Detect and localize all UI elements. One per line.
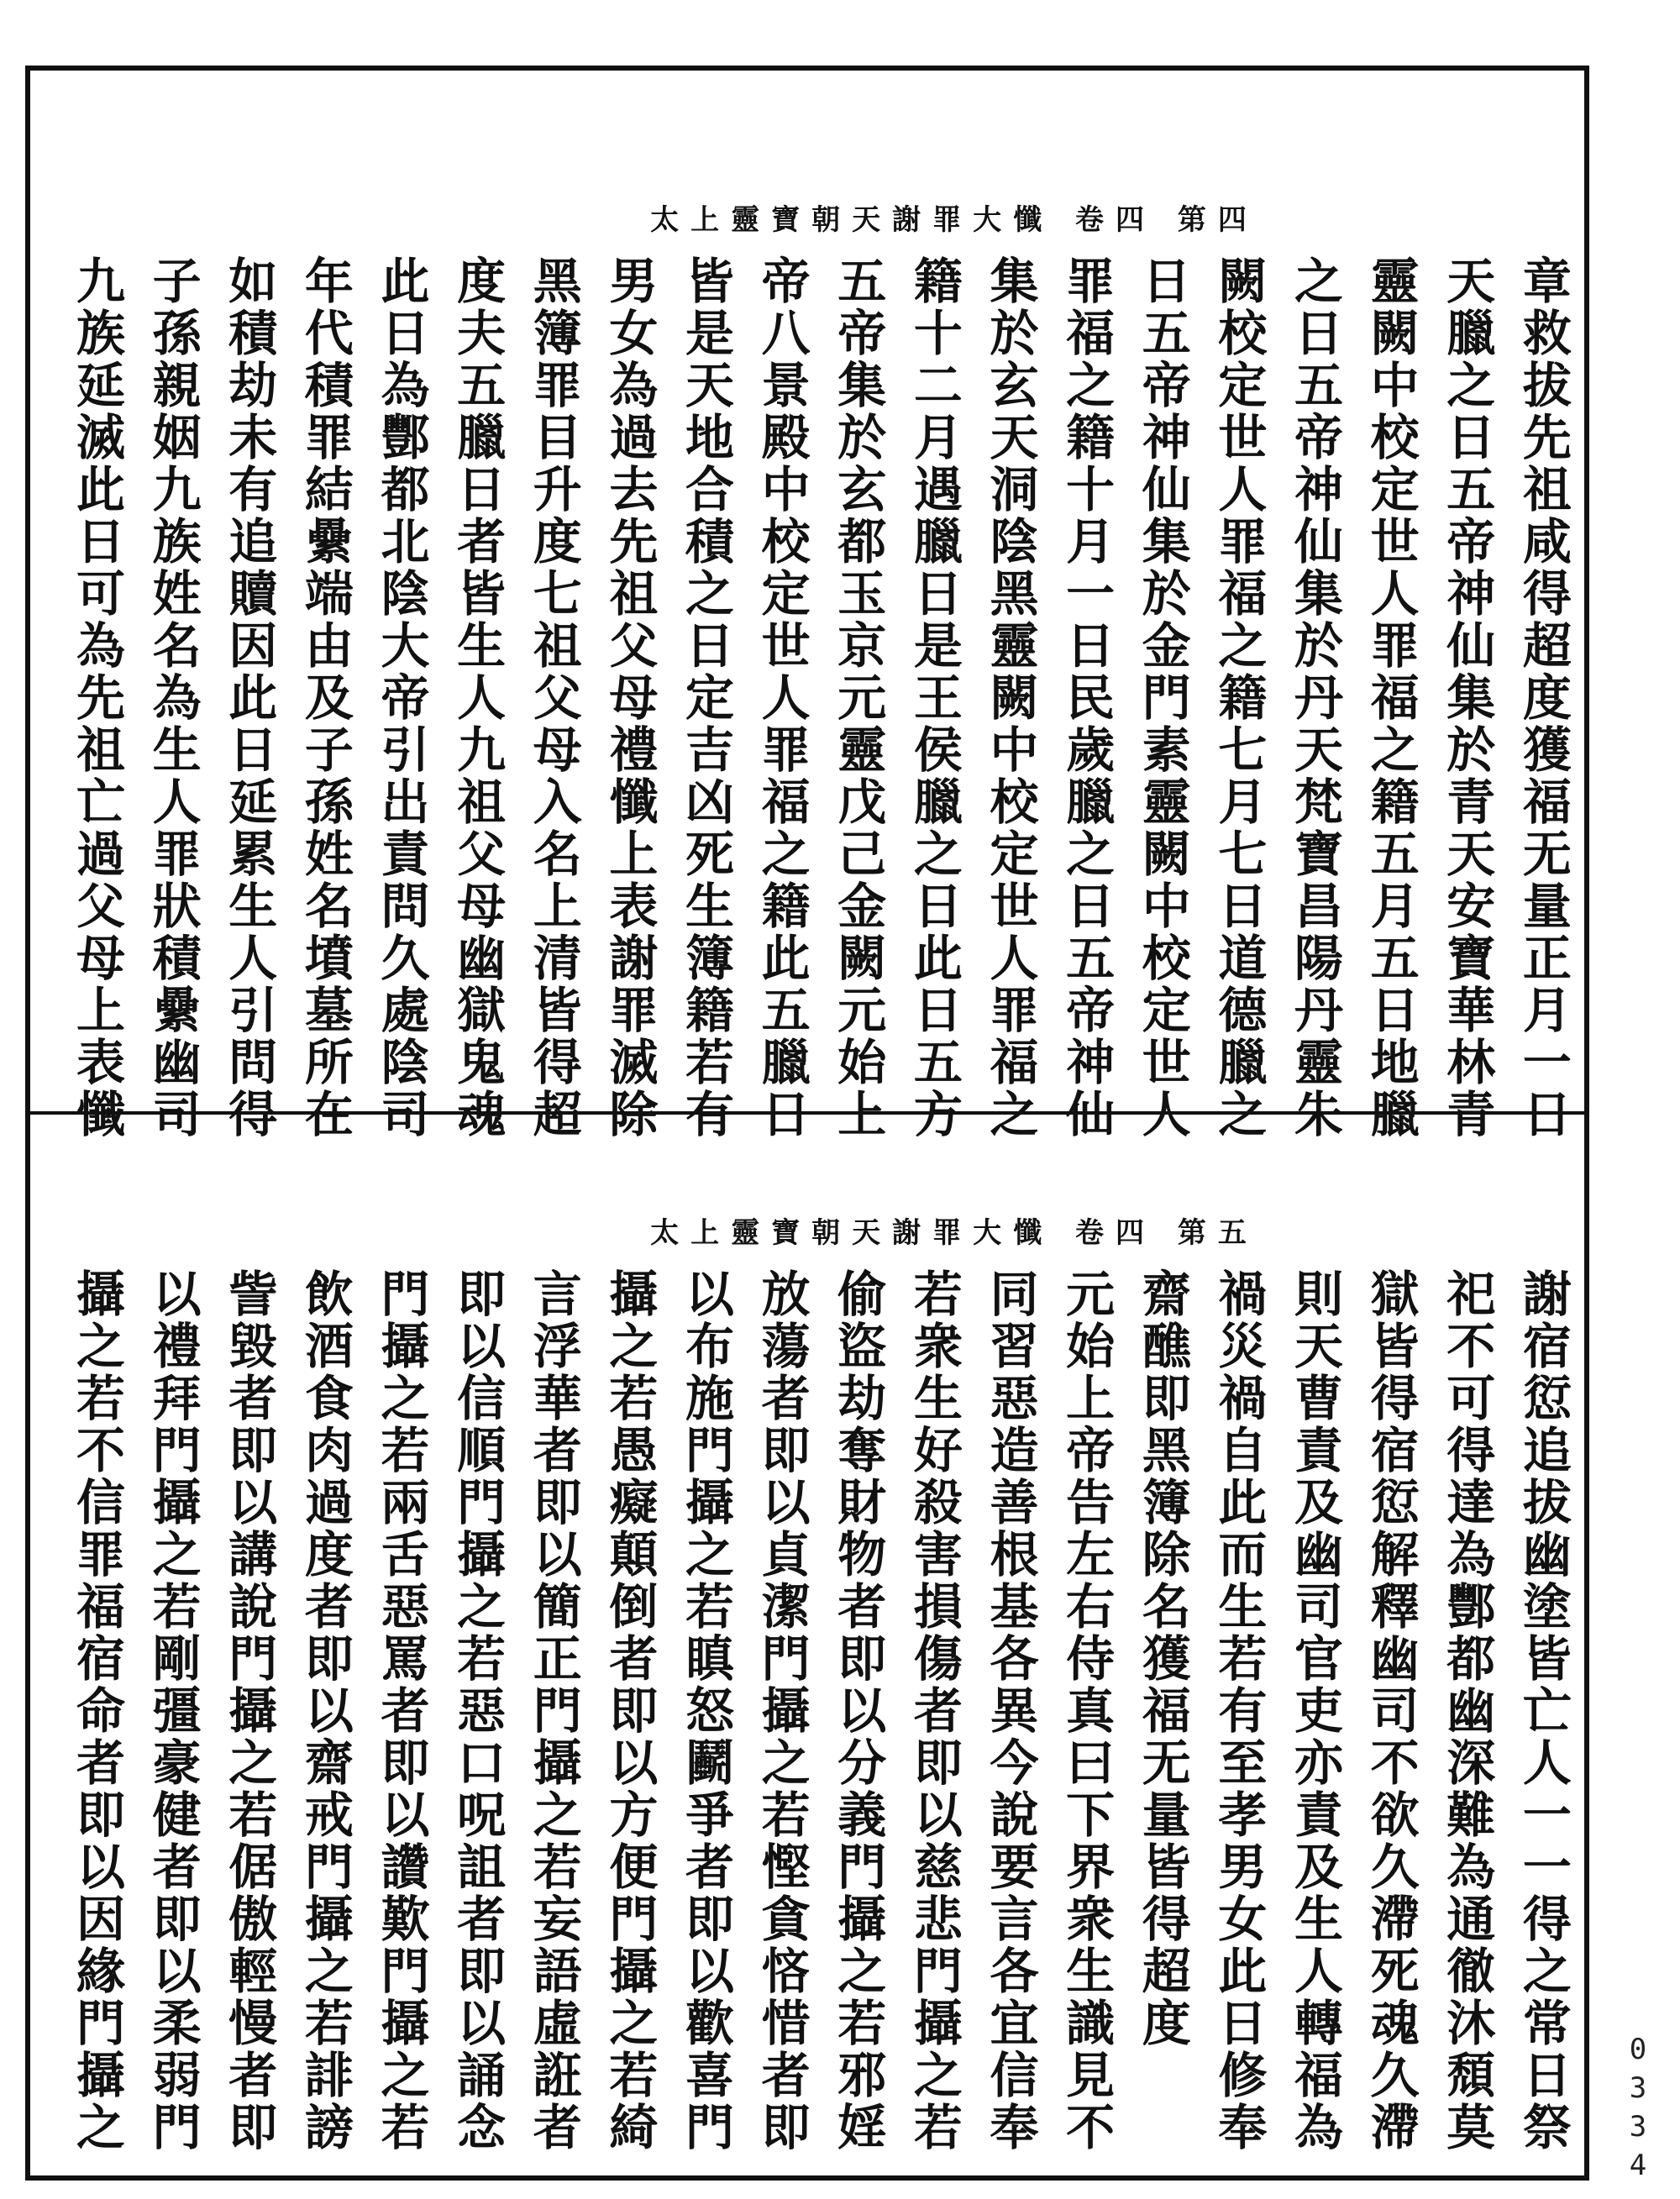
text-column: 籍十二月遇臘日是王侯臘之日此日五方: [905, 255, 963, 1141]
text-column: 闕校定世人罪福之籍七月七日道德臘之: [1210, 255, 1268, 1141]
text-column: 門攝之若兩舌惡罵者即以讚歎門攝之若: [372, 1268, 430, 2154]
top-running-header: 太上靈寶朝天謝罪大懺 卷四 第四: [650, 203, 1258, 237]
page-number: 0334: [1621, 2033, 1655, 2187]
text-column: 集於玄天洞陰黑靈闕中校定世人罪福之: [981, 255, 1039, 1141]
text-column: 攝之若愚癡顛倒者即以方便門攝之若綺: [601, 1268, 659, 2154]
text-column: 九族延滅此日可為先祖亡過父母上表懺: [68, 255, 125, 1141]
text-column: 攝之若不信罪福宿命者即以因緣門攝之: [68, 1268, 125, 2154]
top-panel: [30, 71, 1584, 1141]
text-column: 男女為過去先祖父母禮懺上表謝罪滅除: [601, 255, 659, 1141]
top-text-columns: [68, 255, 1572, 1141]
text-column: 此日為酆都北陰大帝引出責問久處陰司: [372, 255, 430, 1141]
text-column: 放蕩者即以貞潔門攝之若慳貪悋惜者即: [753, 1268, 811, 2154]
text-column: 偷盜劫奪財物者即以分義門攝之若邪婬: [829, 1268, 887, 2154]
text-column: 日五帝神仙集於金門素靈闕中校定世人: [1133, 255, 1191, 1141]
text-column: 皆是天地合積之日定吉凶死生簿籍若有: [677, 255, 734, 1141]
text-column: 若衆生好殺害損傷者即以慈悲門攝之若: [905, 1268, 963, 2154]
text-column: 則天曹責及幽司官吏亦責及生人轉福為: [1286, 1268, 1343, 2154]
text-column: 以布施門攝之若瞋怒鬬爭者即以歡喜門: [677, 1268, 734, 2154]
text-column: 章救拔先祖咸得超度獲福无量正月一日: [1514, 255, 1572, 1141]
text-column: 如積劫未有追贖因此日延累生人引問得: [220, 255, 278, 1141]
text-column: 飲酒食肉過度者即以齋戒門攝之若誹謗: [296, 1268, 354, 2154]
text-column: 即以信順門攝之若惡口呪詛者即以誦念: [449, 1268, 507, 2154]
text-column: 年代積罪結纍端由及子孫姓名墳墓所在: [296, 255, 354, 1141]
text-column: 齋醮即黑簿除名獲福无量皆得超度: [1133, 1268, 1191, 2049]
text-column: 子孫親姻九族姓名為生人罪狀積纍幽司: [144, 255, 202, 1141]
text-column: 黑簿罪目升度七祖父母入名上清皆得超: [524, 255, 582, 1141]
text-column: 言浮華者即以簡正門攝之若妄語虛誑者: [524, 1268, 582, 2154]
text-column: 同習惡造善根基各異今說要言各宜信奉: [981, 1268, 1039, 2154]
text-column: 禍災禍自此而生若有至孝男女此日修奉: [1210, 1268, 1268, 2154]
text-column: 罪福之籍十月一日民歲臘之日五帝神仙: [1058, 255, 1116, 1141]
text-column: 獄皆得宿愆解釋幽司不欲久滯死魂久滯: [1362, 1268, 1420, 2154]
text-column: 天臘之日五帝神仙集於青天安寶華林青: [1438, 255, 1496, 1141]
text-column: 以禮拜門攝之若剛彊豪健者即以柔弱門: [144, 1268, 202, 2154]
bottom-running-header: 太上靈寶朝天謝罪大懺 卷四 第五: [650, 1216, 1258, 1250]
bottom-text-columns: [68, 1268, 1572, 2159]
text-column: 靈闕中校定世人罪福之籍五月五日地臘: [1362, 255, 1420, 1141]
bottom-panel: [30, 1117, 1584, 2174]
text-column: 元始上帝告左右侍真曰下界衆生識見不: [1058, 1268, 1116, 2154]
text-column: 祀不可得達為酆都幽深難為通徹沐頹莫: [1438, 1268, 1496, 2154]
text-column: 謝宿愆追拔幽塗皆亡人一一得之常日祭: [1514, 1268, 1572, 2154]
text-column: 之日五帝神仙集於丹天梵寶昌陽丹靈朱: [1286, 255, 1343, 1141]
text-column: 五帝集於玄都玉京元靈戊己金闕元始上: [829, 255, 887, 1141]
text-column: 度夫五臘日者皆生人九祖父母幽獄鬼魂: [449, 255, 507, 1141]
text-column: 訾毀者即以講說門攝之若倨傲輕慢者即: [220, 1268, 278, 2154]
text-column: 帝八景殿中校定世人罪福之籍此五臘日: [753, 255, 811, 1141]
